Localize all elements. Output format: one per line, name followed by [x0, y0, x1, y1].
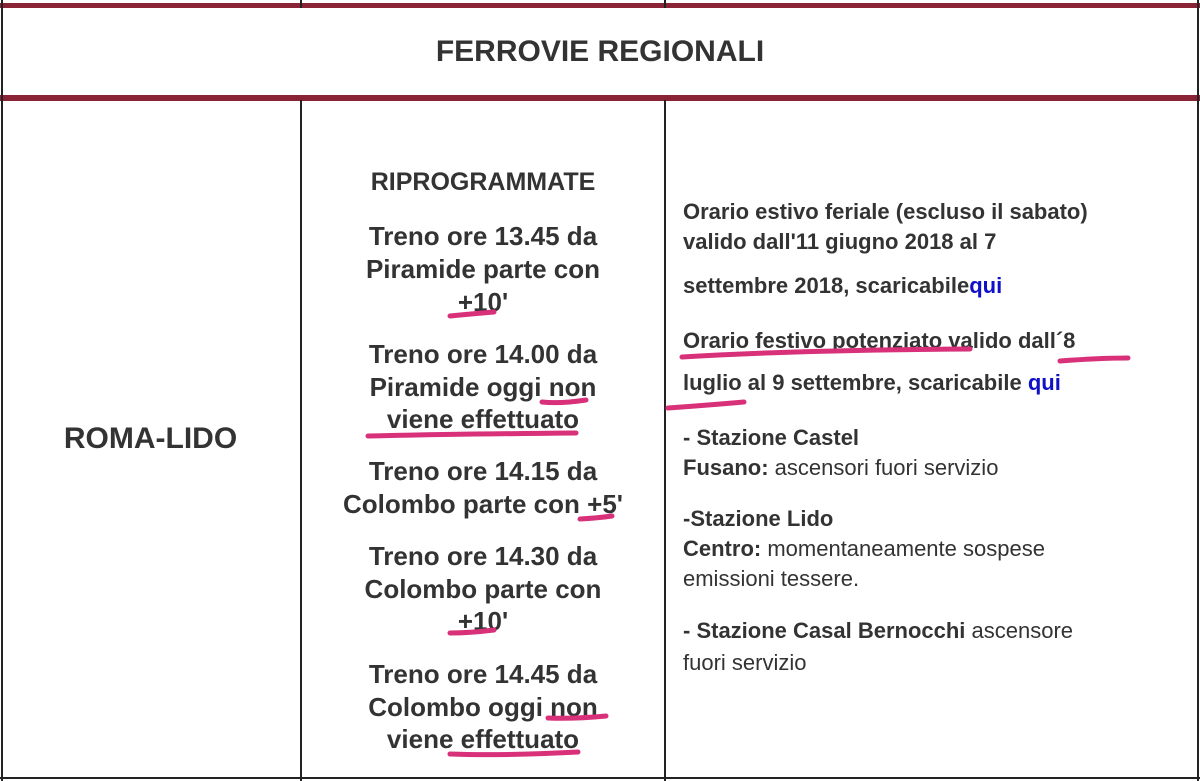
rescheduled-line: Treno ore 14.45 da — [368, 659, 598, 689]
divider — [0, 777, 1200, 779]
station-name: Fusano: — [683, 455, 769, 480]
top-border — [0, 3, 1200, 8]
rescheduled-line: Piramide parte con — [365, 254, 601, 284]
rescheduled-line: viene effettuato — [386, 724, 580, 754]
divider — [300, 0, 302, 8]
rescheduled-line: viene effettuato — [386, 404, 580, 434]
line-name: ROMA-LIDO — [63, 422, 238, 455]
divider — [1, 0, 3, 781]
highlight-underline — [1060, 358, 1128, 361]
rescheduled-line: Piramide oggi non — [369, 372, 597, 402]
divider — [1197, 0, 1199, 781]
station-name: - Stazione Casal Bernocchi — [683, 618, 966, 643]
info-text: Orario estivo feriale (escluso il sabato) — [683, 199, 1088, 224]
rescheduled-line: Treno ore 14.30 da — [368, 541, 598, 571]
status-text: emissioni tessere. — [683, 566, 860, 591]
station-name: - Stazione Castel — [683, 425, 860, 450]
divider — [664, 0, 666, 8]
rescheduled-title: RIPROGRAMMATE — [370, 168, 596, 196]
download-link[interactable]: qui — [969, 273, 1003, 298]
info-text — [683, 275, 1002, 297]
station-name: Centro: — [683, 536, 762, 561]
rescheduled-line: +10' — [457, 606, 509, 636]
info-text: luglio al 9 settembre, scaricabile — [683, 370, 1028, 395]
status-text: fuori servizio — [683, 650, 807, 675]
rescheduled-line: Treno ore 13.45 da — [368, 221, 598, 251]
info-text: settembre 2018, scaricabile — [683, 273, 970, 298]
status-text: ascensori fuori servizio — [768, 455, 999, 480]
rescheduled-line: Treno ore 14.15 da — [368, 456, 598, 486]
station-status — [683, 457, 998, 479]
status-text: momentaneamente sospese — [761, 536, 1045, 561]
status-text: ascensore — [965, 618, 1074, 643]
rescheduled-line: +10' — [457, 287, 509, 317]
rescheduled-line: Colombo oggi non — [368, 692, 598, 722]
rescheduled-line: Colombo parte con +5' — [343, 489, 623, 519]
info-text — [683, 372, 1061, 394]
rescheduled-line: Treno ore 14.00 da — [368, 339, 598, 369]
station-name: -Stazione Lido — [683, 506, 834, 531]
station-status — [683, 538, 1045, 560]
station-status — [683, 620, 1073, 642]
highlight-underline — [668, 402, 744, 408]
download-link[interactable]: qui — [1027, 370, 1061, 395]
info-text: Orario festivo potenziato valido dall´8 — [683, 328, 1076, 353]
info-text: valido dall'11 giugno 2018 al 7 — [683, 229, 997, 254]
header-divider — [0, 95, 1200, 101]
section-title: FERROVIE REGIONALI — [435, 35, 765, 68]
rescheduled-line: Colombo parte con — [364, 574, 602, 604]
